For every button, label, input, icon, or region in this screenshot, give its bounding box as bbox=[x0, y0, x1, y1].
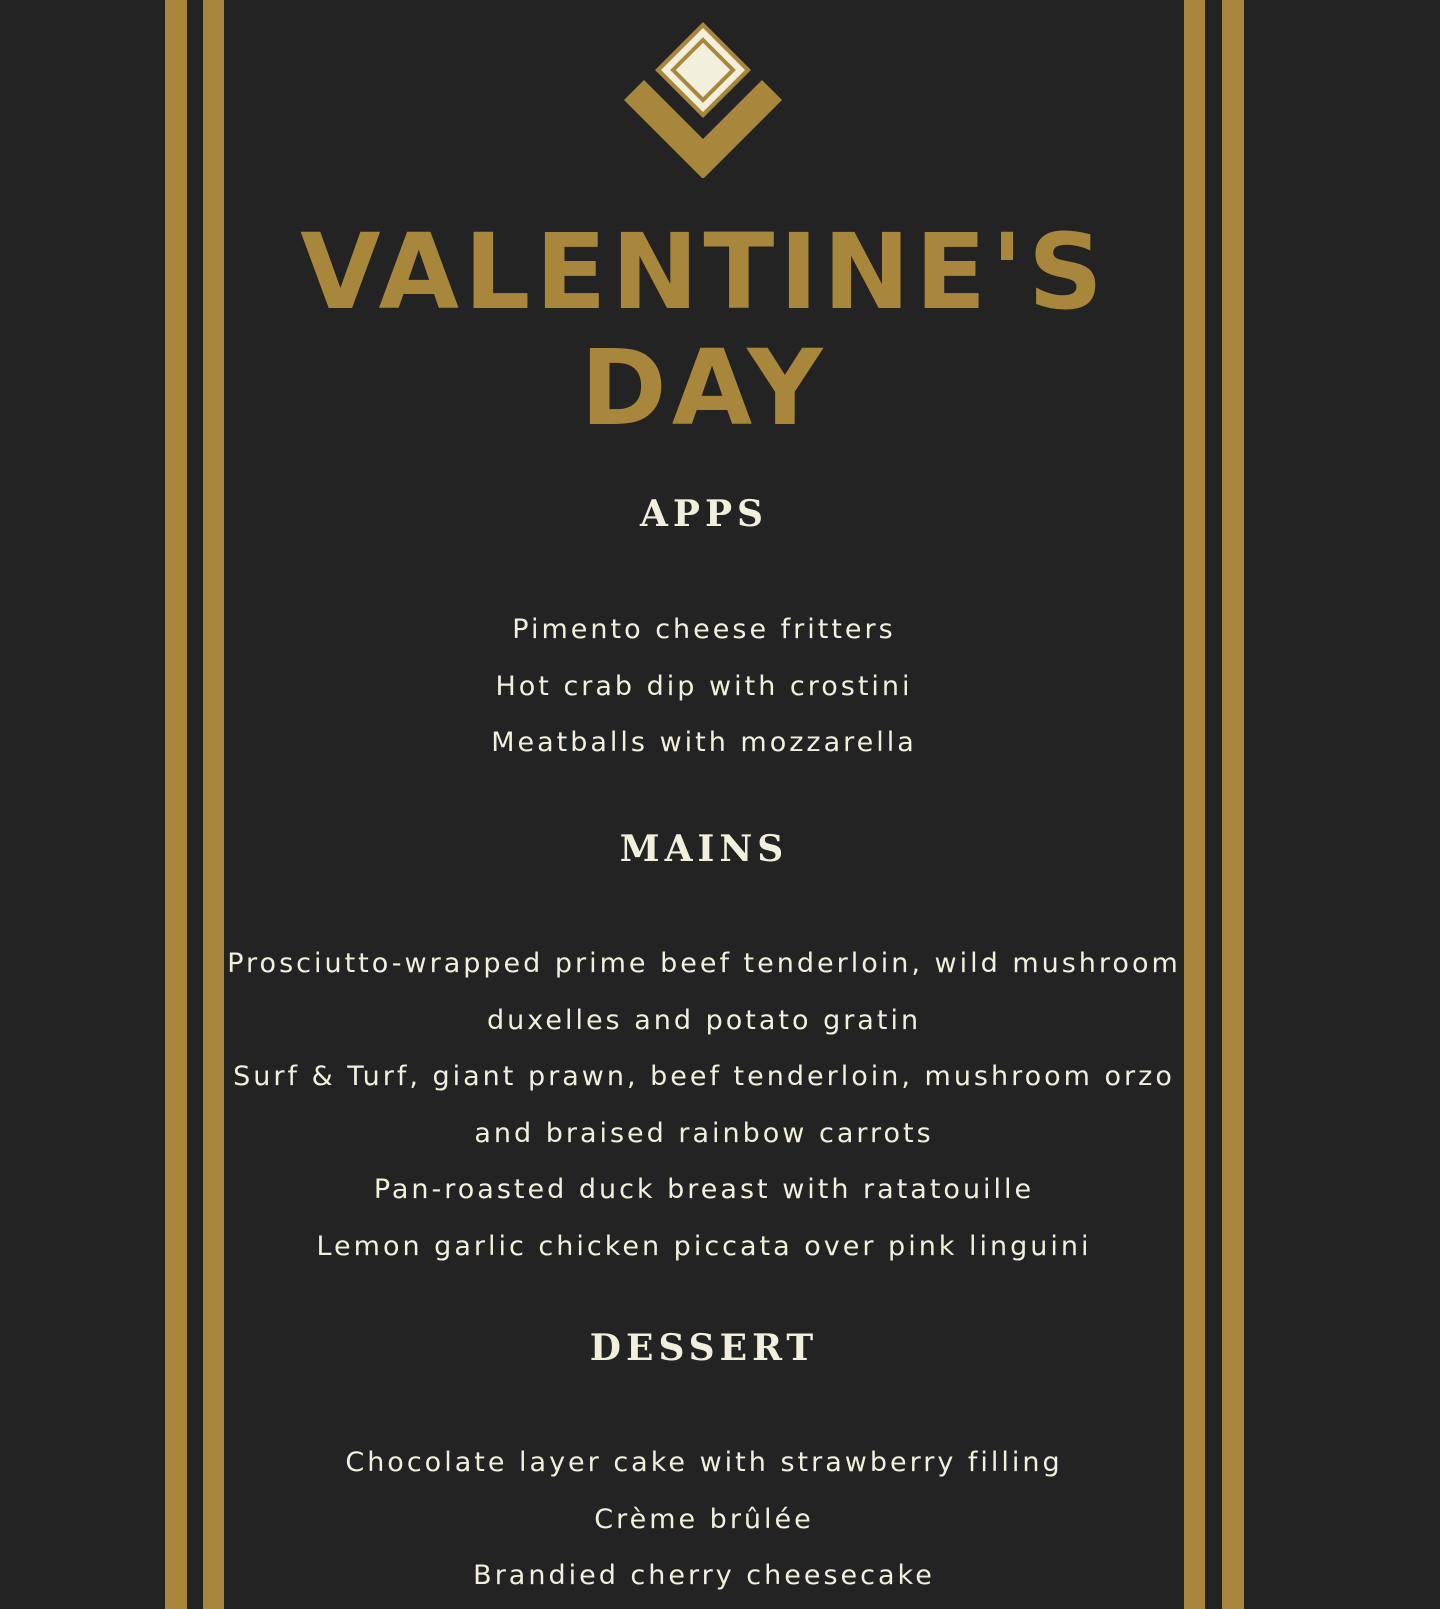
left-outer-gold-stripe bbox=[165, 0, 187, 1609]
menu-item: Surf & Turf, giant prawn, beef tenderloin, mushroom orzo bbox=[233, 1061, 1175, 1092]
left-inner-gold-stripe bbox=[203, 0, 224, 1609]
menu-item: Meatballs with mozzarella bbox=[491, 727, 917, 758]
section-heading-apps: APPS bbox=[639, 493, 769, 535]
art-deco-diamond-chevron-icon bbox=[624, 20, 782, 178]
right-outer-gold-stripe bbox=[1222, 0, 1244, 1609]
menu-item: Pan-roasted duck breast with ratatouille bbox=[373, 1174, 1035, 1205]
apps-list bbox=[224, 602, 1184, 772]
dessert-list bbox=[224, 1435, 1184, 1605]
section-heading-dessert: DESSERT bbox=[589, 1327, 819, 1369]
menu-title-line-1: VALENTINE'S bbox=[300, 211, 1108, 333]
section-heading-mains: MAINS bbox=[619, 828, 789, 870]
menu-item: and braised rainbow carrots bbox=[474, 1117, 934, 1149]
menu-item: Pimento cheese fritters bbox=[512, 614, 896, 645]
right-inner-gold-stripe bbox=[1184, 0, 1205, 1609]
menu-item: Prosciutto-wrapped prime beef tenderloin, wild mushroom bbox=[227, 948, 1181, 979]
menu-item: Hot crab dip with crostini bbox=[495, 670, 913, 702]
menu-item: Lemon garlic chicken piccata over pink linguini bbox=[316, 1230, 1092, 1262]
menu-title-line-2: DAY bbox=[580, 327, 828, 449]
menu-item: Crème brûlée bbox=[594, 1503, 814, 1535]
menu-item: duxelles and potato gratin bbox=[486, 1004, 922, 1036]
menu-item: Chocolate layer cake with strawberry filling bbox=[345, 1447, 1063, 1478]
menu-item: Brandied cherry cheesecake bbox=[473, 1560, 935, 1591]
mains-list bbox=[224, 936, 1184, 1275]
